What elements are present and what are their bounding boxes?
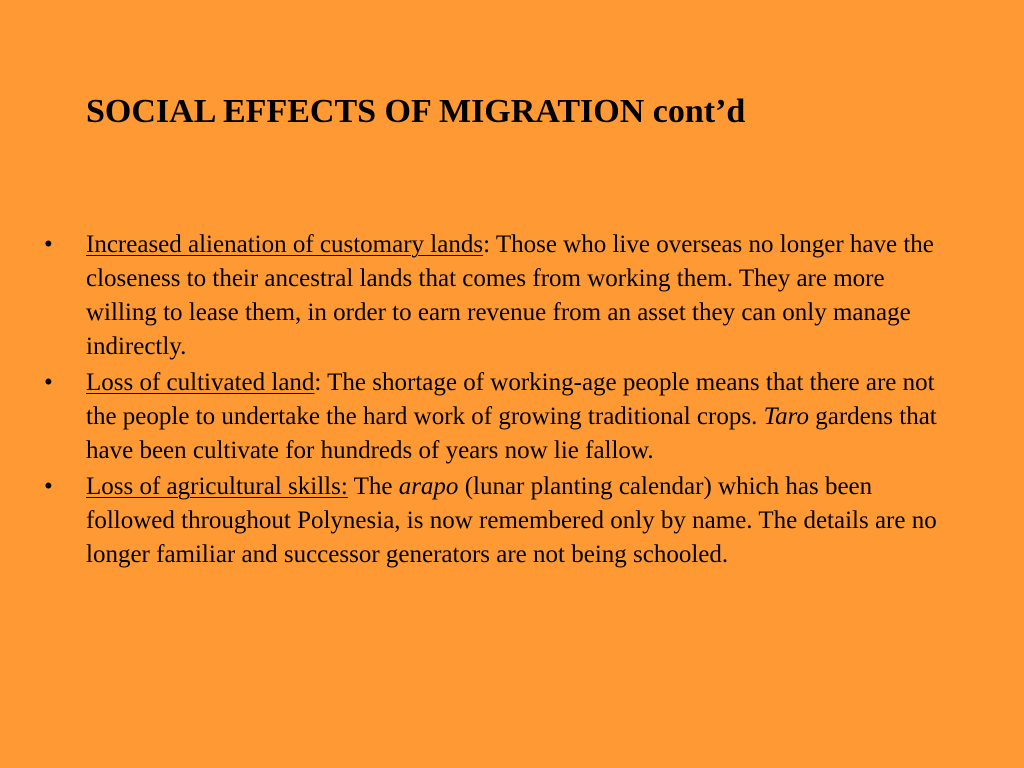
bullet-item-customary-lands [44,228,948,364]
bullet-body: : Those who live overseas no longer have the closeness to their ancestral lands that comes from working them. They are more willing to lease them, in order to earn revenue from an asset they can only manage indirectly. [86,231,934,360]
slide-title: SOCIAL EFFECTS OF MIGRATION cont’d [86,93,746,130]
bullet-heading: Loss of cultivated land [86,369,315,396]
bullet-body: : The shortage of working-age people means that there are not the people to undertake the hard work of growing traditional crops. [86,369,935,430]
bullet-italic-term: Taro [763,403,809,430]
bullet-body-continued: gardens that have been cultivate for hundreds of years now lie fallow. [86,403,937,464]
bullet-dot-icon: • [44,369,53,396]
bullet-heading: Increased alienation of customary lands [86,231,484,258]
bullet-list [44,228,948,574]
bullet-item-cultivated-land [44,366,948,468]
bullet-italic-term: arapo [398,473,459,500]
bullet-heading: Loss of agricultural skills: [86,473,348,500]
bullet-item-agricultural-skills [44,470,948,572]
bullet-body-continued: (lunar planting calendar) which has been followed throughout Polynesia, is now remembered only by name. The details are no longer familiar and successor generators are not being schooled. [86,473,937,568]
bullet-dot-icon: • [44,473,53,500]
bullet-body: The [347,473,399,500]
bullet-dot-icon: • [44,231,53,258]
